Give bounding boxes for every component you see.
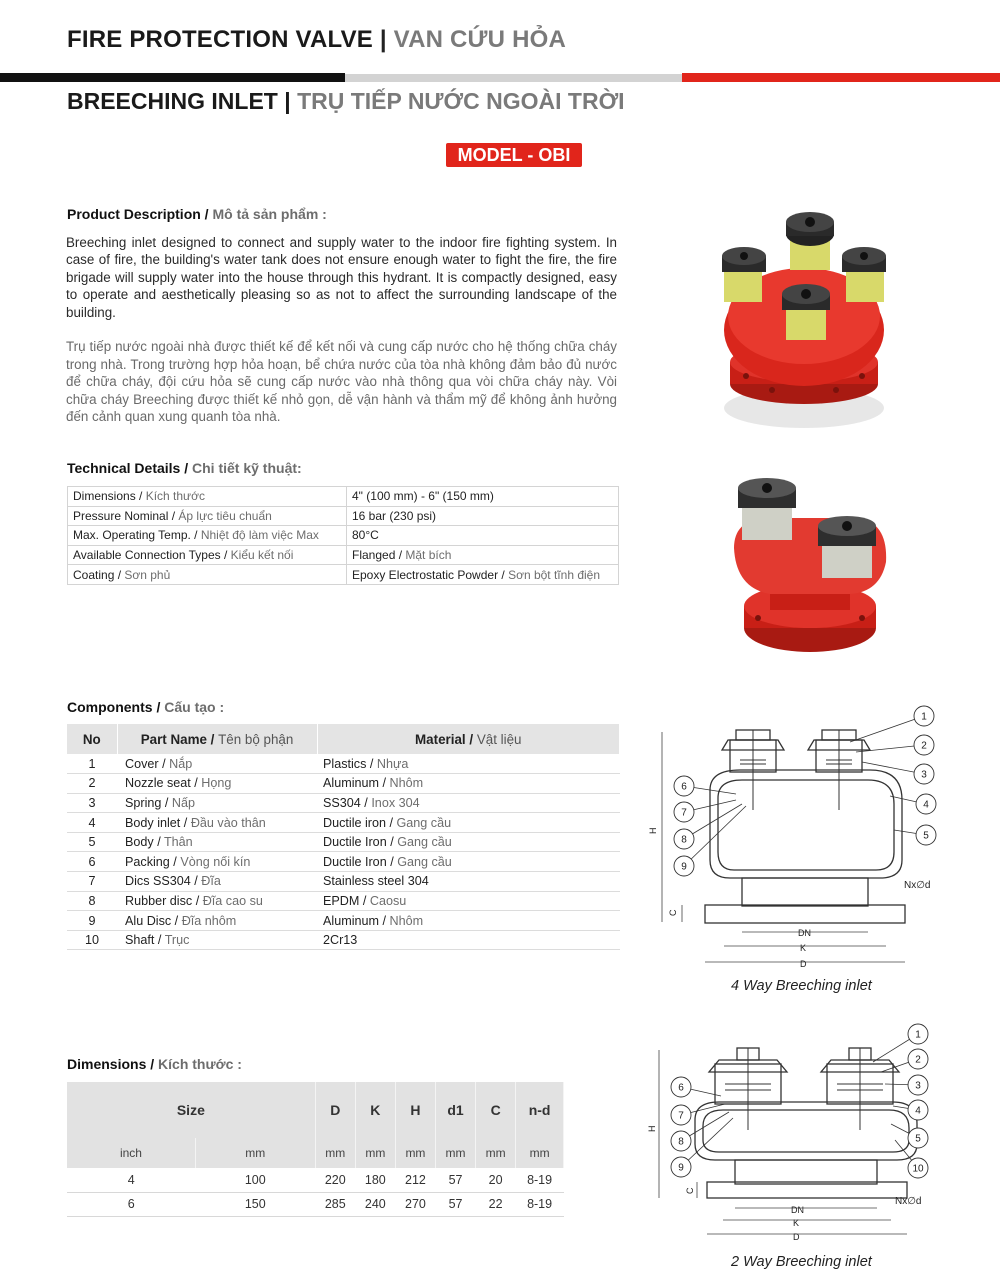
- technical-value-en: 4" (100 mm) - 6" (150 mm): [352, 489, 494, 504]
- product-title-en: BREECHING INLET: [67, 88, 278, 114]
- technical-name-en: Dimensions /: [73, 489, 143, 504]
- dim-header-h: H: [395, 1082, 435, 1138]
- dim-nd-label: Nx∅d: [904, 880, 931, 891]
- component-material-vn: Gang cầu: [396, 815, 452, 830]
- dim-unit: mm: [355, 1138, 395, 1168]
- col-header-part: [117, 724, 317, 754]
- dim2-nd-label: Nx∅d: [895, 1196, 922, 1207]
- dim-header-d: D: [315, 1082, 355, 1138]
- component-no: 1: [67, 754, 117, 774]
- dim-unit: mm: [195, 1138, 315, 1168]
- dim-unit: mm: [476, 1138, 516, 1168]
- dimension-cell: 285: [315, 1192, 355, 1216]
- technical-row: [68, 487, 619, 507]
- technical-value-cell: [347, 526, 619, 546]
- component-no: 3: [67, 793, 117, 813]
- component-material-cell: [317, 793, 620, 813]
- component-material-cell: [317, 852, 620, 872]
- component-part-en: Alu Disc /: [125, 913, 179, 928]
- dimension-cell: 57: [435, 1192, 475, 1216]
- dim-d-label: D: [800, 959, 807, 969]
- callout-label: 2: [921, 740, 927, 752]
- component-material-en: Ductile Iron /: [323, 854, 394, 869]
- component-material-en: 2Cr13: [323, 933, 358, 948]
- component-no: 4: [67, 813, 117, 833]
- callout-label: 1: [921, 711, 927, 723]
- component-no: 5: [67, 832, 117, 852]
- technical-name-en: Available Connection Types /: [73, 548, 228, 563]
- dim2-h-label: H: [647, 1125, 657, 1132]
- dimension-cell: 57: [435, 1168, 475, 1192]
- dim-k-label: K: [800, 943, 807, 953]
- technical-name-cell: [68, 487, 347, 507]
- header-bar-black: [0, 73, 345, 82]
- component-row: [67, 891, 620, 911]
- component-part-en: Body /: [125, 835, 161, 850]
- dimensions-label-en: Dimensions /: [67, 1056, 155, 1072]
- technical-value-vn: Mặt bích: [405, 548, 452, 563]
- technical-name-en: Max. Operating Temp. /: [73, 528, 198, 543]
- col-header-material: [317, 724, 620, 754]
- callout-label: 3: [921, 769, 927, 781]
- component-part-cell: [117, 793, 317, 813]
- dimension-cell: 4: [67, 1168, 195, 1192]
- header-bar-gray: [345, 74, 682, 82]
- component-material-vn: Nhựa: [376, 756, 409, 771]
- dimension-cell: 220: [315, 1168, 355, 1192]
- model-badge: MODEL - OBI: [446, 143, 582, 167]
- technical-table: [67, 486, 619, 585]
- dim2-c-label: C: [685, 1187, 695, 1194]
- technical-value-en: 80°C: [352, 528, 379, 543]
- component-part-cell: [117, 930, 317, 950]
- component-row: [67, 911, 620, 931]
- product-photo-2-way: [730, 478, 892, 660]
- component-part-en: Cover /: [125, 756, 166, 771]
- component-material-cell: [317, 872, 620, 892]
- component-part-cell: [117, 754, 317, 774]
- dim-h-label: H: [648, 827, 658, 834]
- technical-row: [68, 506, 619, 526]
- component-material-vn: Gang cầu: [397, 835, 452, 850]
- drawing-2-way: [645, 1020, 1000, 1252]
- technical-name-cell: [68, 565, 347, 585]
- callout-label: 4: [923, 799, 929, 811]
- components-table: [67, 724, 620, 950]
- dim-header-nd: n-d: [516, 1082, 564, 1138]
- technical-value-cell: [347, 545, 619, 565]
- dimension-cell: 8-19: [516, 1192, 564, 1216]
- page-title: [67, 26, 566, 54]
- product-title-vn: TRỤ TIẾP NƯỚC NGOÀI TRỜI: [297, 88, 625, 114]
- description-label-en: Product Description /: [67, 206, 209, 222]
- callout-label: 9: [681, 861, 687, 873]
- component-material-en: Stainless steel 304: [323, 874, 429, 889]
- component-part-cell: [117, 891, 317, 911]
- title-separator: |: [379, 26, 387, 53]
- dimension-row: [67, 1168, 564, 1192]
- header-bar-red: [682, 73, 1000, 82]
- dimension-cell: 100: [195, 1168, 315, 1192]
- component-part-vn: Nấp: [171, 795, 196, 810]
- dimension-cell: 240: [355, 1192, 395, 1216]
- callout-label: 9: [678, 1162, 684, 1174]
- callout-label: 5: [923, 830, 929, 842]
- technical-value-cell: [347, 487, 619, 507]
- technical-label-vn: Chi tiết kỹ thuật:: [192, 460, 302, 476]
- dimension-cell: 8-19: [516, 1168, 564, 1192]
- dimensions-label: [67, 1056, 242, 1072]
- component-part-vn: Đĩa cao su: [202, 893, 263, 908]
- component-material-en: Aluminum /: [323, 776, 386, 791]
- dim-unit: inch: [67, 1138, 195, 1168]
- technical-label: [67, 460, 302, 476]
- component-material-vn: Caosu: [369, 893, 407, 908]
- page-title-vn: VAN CỨU HỎA: [393, 26, 567, 53]
- caption-2-way: 2 Way Breeching inlet: [731, 1254, 872, 1270]
- component-part-cell: [117, 813, 317, 833]
- component-material-vn: Inox 304: [371, 795, 420, 810]
- col-header-material-en: Material /: [415, 731, 474, 747]
- drawing-4-way: [650, 700, 1000, 975]
- component-no: 7: [67, 872, 117, 892]
- description-label: [67, 206, 327, 222]
- component-material-en: Aluminum /: [323, 913, 386, 928]
- component-part-vn: Thân: [163, 835, 193, 850]
- component-material-cell: [317, 774, 620, 794]
- component-part-cell: [117, 832, 317, 852]
- component-part-cell: [117, 774, 317, 794]
- component-no: 6: [67, 852, 117, 872]
- dimension-cell: 270: [395, 1192, 435, 1216]
- component-part-en: Dics SS304 /: [125, 874, 198, 889]
- dim-header-size: Size: [67, 1082, 315, 1138]
- component-part-vn: Đĩa nhôm: [181, 913, 237, 928]
- component-material-cell: [317, 891, 620, 911]
- technical-name-vn: Kiểu kết nối: [230, 548, 294, 563]
- dim-unit: mm: [435, 1138, 475, 1168]
- component-material-vn: Nhôm: [389, 776, 424, 791]
- callout-label: 2: [915, 1054, 921, 1066]
- callout-label: 3: [915, 1080, 921, 1092]
- components-label-en: Components /: [67, 699, 161, 715]
- technical-value-en: Flanged /: [352, 548, 403, 563]
- components-label: [67, 699, 224, 715]
- technical-name-en: Coating /: [73, 567, 122, 582]
- component-material-cell: [317, 832, 620, 852]
- technical-value-cell: [347, 506, 619, 526]
- callout-label: 7: [678, 1110, 684, 1122]
- callout-label: 7: [681, 807, 687, 819]
- component-material-en: EPDM /: [323, 893, 367, 908]
- dimension-cell: 20: [476, 1168, 516, 1192]
- callout-label: 6: [681, 781, 687, 793]
- component-material-vn: Gang cầu: [397, 854, 452, 869]
- dim2-d-label: D: [793, 1232, 800, 1242]
- component-material-cell: [317, 930, 620, 950]
- col-header-no: No: [67, 724, 117, 754]
- dimensions-table: [67, 1082, 564, 1217]
- component-row: [67, 754, 620, 774]
- component-part-vn: Nắp: [169, 756, 193, 771]
- technical-name-vn: Nhiệt độ làm việc Max: [200, 528, 319, 543]
- component-part-en: Packing /: [125, 854, 177, 869]
- dimension-cell: 150: [195, 1192, 315, 1216]
- dim-header-c: C: [476, 1082, 516, 1138]
- technical-name-cell: [68, 545, 347, 565]
- component-material-en: SS304 /: [323, 795, 368, 810]
- component-part-vn: Đĩa: [201, 874, 221, 889]
- callout-label: 1: [915, 1029, 921, 1041]
- component-row: [67, 852, 620, 872]
- callout-label: 10: [912, 1163, 924, 1175]
- components-label-vn: Cấu tạo :: [164, 699, 225, 715]
- description-text-en: Breeching inlet designed to connect and supply water to the indoor fire fighting system. In case of fire, the building's water tank does not ensure enough water to fight the fire, the fire brigade will supply water into the house through this hydrant. It is compactly designed, easy to operate and aesthetically pleasing so as not to affect the surrounding landscape of the building.: [66, 235, 617, 320]
- component-row: [67, 872, 620, 892]
- technical-row: [68, 526, 619, 546]
- component-no: 9: [67, 911, 117, 931]
- technical-name-cell: [68, 506, 347, 526]
- component-part-vn: Trục: [164, 933, 190, 948]
- dimensions-label-vn: Kích thước :: [158, 1056, 242, 1072]
- product-title-separator: |: [284, 88, 291, 114]
- component-no: 8: [67, 891, 117, 911]
- technical-name-cell: [68, 526, 347, 546]
- dim-unit: mm: [516, 1138, 564, 1168]
- component-material-vn: Nhôm: [389, 913, 424, 928]
- dim-unit: mm: [395, 1138, 435, 1168]
- component-part-vn: Vòng nối kín: [180, 854, 251, 869]
- component-material-en: Ductile iron /: [323, 815, 393, 830]
- dim-header-k: K: [355, 1082, 395, 1138]
- component-row: [67, 774, 620, 794]
- callout-label: 6: [678, 1082, 684, 1094]
- component-part-vn: Đầu vào thân: [190, 815, 266, 830]
- callout-label: 5: [915, 1133, 921, 1145]
- component-row: [67, 832, 620, 852]
- component-part-en: Body inlet /: [125, 815, 188, 830]
- product-photo-4-way: [712, 212, 892, 430]
- page-title-en: FIRE PROTECTION VALVE: [67, 26, 373, 53]
- description-label-vn: Mô tả sản phẩm :: [212, 206, 327, 222]
- dim-header-d1: d1: [435, 1082, 475, 1138]
- product-title: [67, 88, 625, 115]
- callout-leader: [850, 716, 924, 742]
- component-material-cell: [317, 754, 620, 774]
- component-material-cell: [317, 911, 620, 931]
- dimension-cell: 212: [395, 1168, 435, 1192]
- component-material-cell: [317, 813, 620, 833]
- callout-label: 8: [681, 834, 687, 846]
- component-row: [67, 930, 620, 950]
- callout-label: 8: [678, 1136, 684, 1148]
- technical-value-en: Epoxy Electrostatic Powder /: [352, 567, 505, 582]
- callout-label: 4: [915, 1105, 921, 1117]
- component-material-en: Ductile Iron /: [323, 835, 394, 850]
- dim-unit: mm: [315, 1138, 355, 1168]
- technical-name-vn: Áp lực tiêu chuẩn: [178, 508, 272, 523]
- component-material-en: Plastics /: [323, 756, 374, 771]
- technical-row: [68, 565, 619, 585]
- component-part-en: Rubber disc /: [125, 893, 200, 908]
- caption-4-way: 4 Way Breeching inlet: [731, 978, 872, 994]
- col-header-part-vn: Tên bộ phận: [218, 731, 294, 747]
- dimension-cell: 22: [476, 1192, 516, 1216]
- dimension-cell: 6: [67, 1192, 195, 1216]
- technical-name-vn: Kích thước: [145, 489, 205, 504]
- component-part-cell: [117, 872, 317, 892]
- component-no: 2: [67, 774, 117, 794]
- component-part-en: Spring /: [125, 795, 169, 810]
- technical-row: [68, 545, 619, 565]
- dim2-k-label: K: [793, 1218, 800, 1228]
- technical-value-en: 16 bar (230 psi): [352, 508, 437, 523]
- component-part-en: Shaft /: [125, 933, 162, 948]
- technical-name-en: Pressure Nominal /: [73, 508, 176, 523]
- dimension-cell: 180: [355, 1168, 395, 1192]
- col-header-part-en: Part Name /: [140, 731, 215, 747]
- component-part-en: Nozzle seat /: [125, 776, 198, 791]
- component-part-cell: [117, 852, 317, 872]
- component-part-vn: Họng: [201, 776, 232, 791]
- component-row: [67, 793, 620, 813]
- technical-value-cell: [347, 565, 619, 585]
- col-header-material-vn: Vật liệu: [476, 731, 522, 747]
- dim-c-label: C: [668, 909, 678, 916]
- component-part-cell: [117, 911, 317, 931]
- description-text-vn: Trụ tiếp nước ngoài nhà được thiết kế để kết nối và cung cấp nước cho hệ thống chữa cháy trong nhà. Trong trường hợp hỏa hoạn, bể chứa nước của tòa nhà không đảm bảo đủ nước để chữa cháy, đội cứu hỏa sẽ cung cấp nước vào nhà thông qua vòi chữa cháy này. Vòi chữa cháy Breeching được thiết kế nhỏ gọn, dễ vận hành và thẩm mỹ để không ảnh hưởng đến cảnh quan xung quanh tòa nhà.: [66, 339, 617, 425]
- dim2-dn-label: DN: [791, 1205, 804, 1215]
- technical-name-vn: Sơn phủ: [124, 567, 171, 582]
- component-no: 10: [67, 930, 117, 950]
- technical-label-en: Technical Details /: [67, 460, 189, 476]
- dim-dn-label: DN: [798, 928, 811, 938]
- dimension-row: [67, 1192, 564, 1216]
- component-row: [67, 813, 620, 833]
- technical-value-vn: Sơn bột tĩnh điện: [508, 567, 601, 582]
